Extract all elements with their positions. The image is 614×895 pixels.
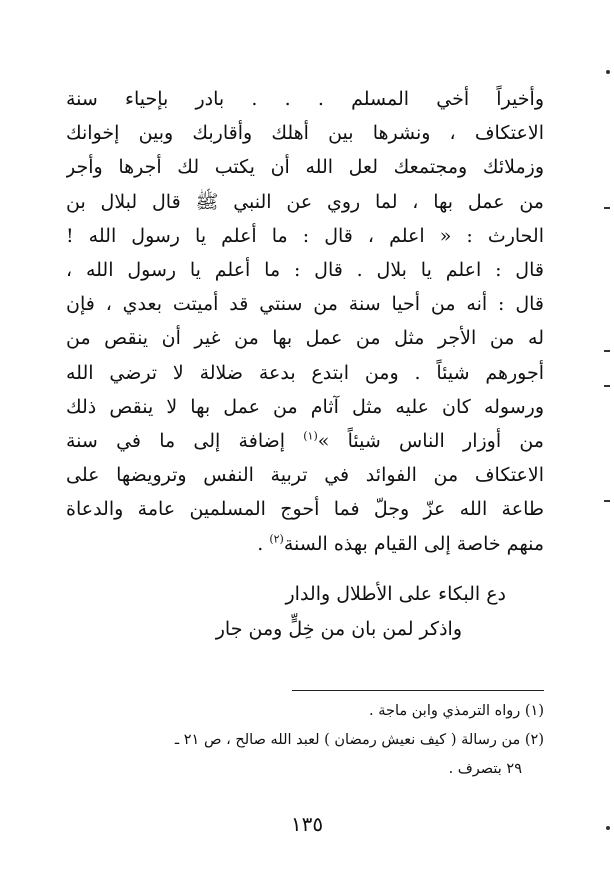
margin-mark: [604, 385, 610, 387]
text-line: الاعتكاف من الفوائد في تربية النفس وترويضها على: [66, 464, 544, 487]
margin-mark: [606, 70, 610, 74]
text-segment: منهم خاصة إلى القيام بهذه السنة: [283, 532, 544, 555]
margin-mark: [604, 350, 610, 352]
footnote-2-continuation: ٢٩ بتصرف .: [448, 761, 522, 777]
text-segment: إضافة إلى ما في سنة: [66, 430, 286, 453]
text-line: وزملائك ومجتمعك لعل الله أن يكتب لك أجرها وأجر: [66, 156, 544, 179]
margin-mark: [606, 826, 610, 830]
page-number: ١٣٥: [290, 812, 324, 836]
text-line: ورسوله كان عليه مثل آثام من عمل بها لا ينقص ذلك: [66, 395, 544, 418]
text-line: الحارث : « اعلم ، قال : ما أعلم يا رسول الله !: [66, 224, 544, 247]
footnote-reference-1: (١): [303, 429, 318, 443]
footnote-reference-2: (٢): [269, 532, 284, 546]
text-segment: من أوزار الناس شيئاً »: [317, 430, 544, 453]
footnote-separator: [292, 690, 544, 691]
text-line: الاعتكاف ، ونشرها بين أهلك وأقاربك وبين إخوانك: [66, 122, 544, 145]
poem-verse-2: واذكر لمن بان من خِلٍّ ومن جار: [215, 618, 462, 640]
margin-mark: [604, 500, 610, 502]
footnote-1: (١) رواه الترمذي وابن ماجة .: [369, 703, 544, 719]
footnotes: [66, 697, 544, 784]
text-line: أجورهم شيئاً . ومن ابتدع بدعة ضلالة لا ترضي الله: [66, 361, 544, 384]
text-line: قال : اعلم يا بلال . قال : ما أعلم يا رسول الله ،: [66, 259, 544, 282]
text-line: قال : أنه من أحيا سنة من سنتي قد أميتت بعدي ، فإن: [66, 293, 544, 316]
footnote-2: (٢) من رسالة ( كيف نعيش رمضان ) لعبد الله صالح ، ص ٢١ ـ: [174, 732, 544, 748]
text-line: طاعة الله عزّ وجلّ فما أحوج المسلمين عامة والدعاة: [66, 498, 544, 521]
text-line-with-footnote-1: [66, 424, 544, 458]
text-line: له من الأجر مثل من عمل بها من غير أن ينقص من: [66, 327, 544, 350]
text-segment: .: [257, 532, 270, 555]
main-paragraph: [66, 82, 544, 561]
text-line: من عمل بها ، لما روي عن النبي ﷺ قال لبلال بن: [66, 190, 544, 213]
margin-mark: [604, 207, 610, 209]
poem-verse-1: دع البكاء على الأطلال والدار: [285, 583, 506, 605]
text-line-with-footnote-2: [66, 527, 544, 561]
text-line: وأخيراً أخي المسلم . . . بادر بإحياء سنة: [66, 88, 544, 110]
